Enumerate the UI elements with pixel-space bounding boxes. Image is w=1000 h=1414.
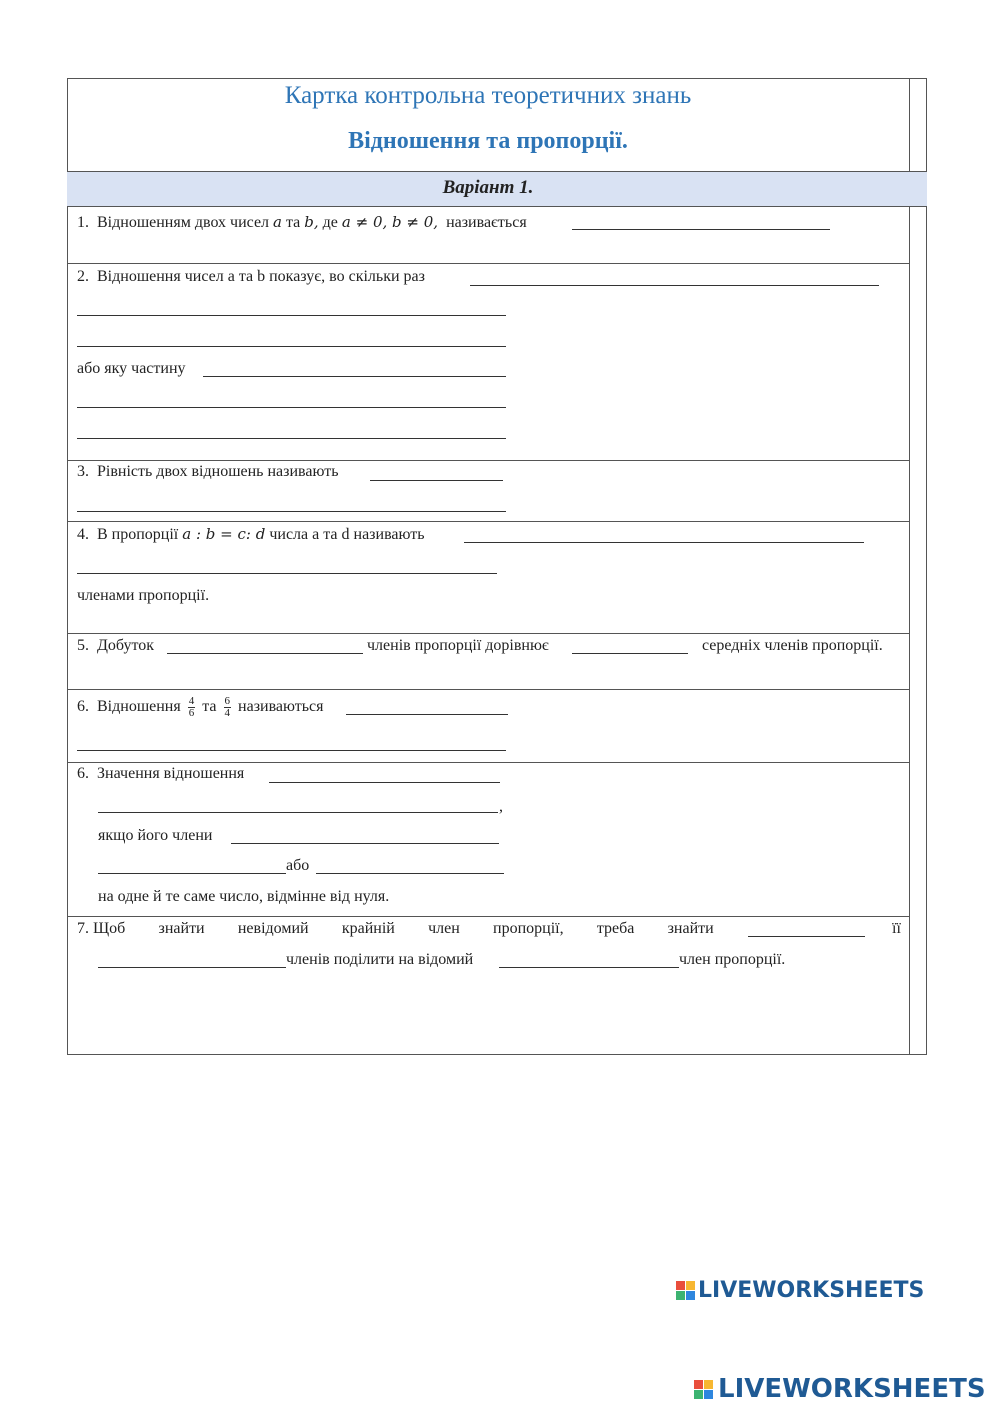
q3-answer-blank-1[interactable] (370, 480, 503, 481)
q2-answer-blank-3[interactable] (77, 346, 506, 347)
liveworksheets-logo-1: LIVEWORKSHEETS (676, 1278, 924, 1303)
q6a-line: 6. Відношення $\frac{4}{6}$ та $\frac{6}{4}$ називаються (77, 694, 324, 719)
q2-line: 2. Відношення чисел a та b показує, во скільки раз (77, 268, 425, 285)
fraction-6-4: $\frac{6}{4}$ (224, 694, 231, 719)
q3-answer-blank-2[interactable] (77, 511, 506, 512)
q2-answer-blank-4[interactable] (203, 376, 506, 377)
q6b-answer-blank-1[interactable] (269, 782, 500, 783)
question-row-2 (67, 264, 909, 461)
q2-answer-blank-1[interactable] (470, 285, 879, 286)
q6b-answer-blank-3[interactable] (231, 843, 499, 844)
q7-answer-blank-3[interactable] (499, 967, 679, 968)
q2-answer-blank-5[interactable] (77, 407, 506, 408)
liveworksheets-logo-2: LIVEWORKSHEETS (694, 1374, 986, 1404)
q2-answer-blank-6[interactable] (77, 438, 506, 439)
q5-mid: членів пропорції дорівнює (367, 637, 549, 654)
q7-answer-blank-1[interactable] (748, 936, 865, 937)
q7-line: 7. Щоб знайти невідомий крайній член пропорції, треба знайти (77, 920, 714, 937)
q6b-answer-blank-2[interactable] (98, 812, 498, 813)
q5-tail: середніх членів пропорції. (702, 637, 883, 654)
q2-answer-blank-2[interactable] (77, 315, 506, 316)
q5-answer-blank-1[interactable] (167, 653, 363, 654)
q7-answer-blank-2[interactable] (98, 967, 286, 968)
q2-part-line: або яку частину (77, 360, 186, 377)
liveworksheets-mark-icon (694, 1380, 716, 1400)
right-margin-column (909, 78, 910, 1055)
q6a-answer-blank-2[interactable] (77, 750, 506, 751)
q5-num: 5. Добуток (77, 637, 154, 654)
fraction-4-6: $\frac{4}{6}$ (188, 694, 195, 719)
q1-answer-blank[interactable] (572, 229, 830, 230)
q4-answer-blank-1[interactable] (464, 542, 864, 543)
q6b-line: 6. Значення відношення (77, 765, 245, 782)
q3-line: 3. Рівність двох відношень називають (77, 463, 339, 480)
q6b-members: якщо його члени (98, 827, 213, 844)
q6b-comma: , (499, 798, 503, 815)
q1-line: 1. Відношенням двох чисел a та b, де a ≠ 0, b ≠ 0, називається (77, 213, 527, 231)
q4-answer-blank-2[interactable] (77, 573, 497, 574)
q6b-or: або (286, 857, 310, 874)
q4-line: 4. В пропорції a : b = c: d числа a та d називають (77, 525, 425, 543)
q6b-answer-blank-4[interactable] (98, 873, 286, 874)
q4-tail: членами пропорції. (77, 587, 210, 604)
q5-answer-blank-2[interactable] (572, 653, 688, 654)
q7-its: її (892, 920, 901, 937)
card-title: Картка контрольна теоретичних знань (284, 82, 692, 109)
variant-label: Варіант 1. (442, 177, 534, 198)
q6b-answer-blank-5[interactable] (316, 873, 504, 874)
q7-mid: членів поділити на відомий (286, 951, 474, 968)
q6b-tail: на одне й те саме число, відмінне від нуля. (98, 888, 390, 905)
q7-tail: член пропорції. (679, 951, 786, 968)
q6a-answer-blank-1[interactable] (346, 714, 508, 715)
topic-title: Відношення та пропорції. (348, 128, 628, 154)
liveworksheets-mark-icon (676, 1281, 696, 1301)
